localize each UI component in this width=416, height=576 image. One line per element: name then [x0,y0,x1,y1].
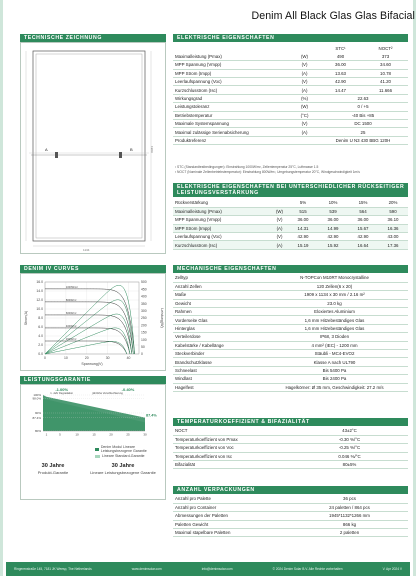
mechanical-row [173,341,408,349]
mechanical-row [173,358,408,366]
row-value: 23.0 kg [261,299,408,307]
row-unit: (A) [271,224,288,232]
warranty-product [33,463,73,475]
temperature-row [173,452,408,460]
section-electrical-bifacial: ELEKTRISCHE EIGENSCHAFTEN BEI UNTERSCHIEDLICHER RÜCKSEITIGER LEISTUNGSVERSTÄRKUNG [173,183,408,197]
y-tick-label: 4.0 [38,334,43,339]
row-label: Maximal stapelbare Paletten [173,529,291,537]
row-label: Leerlaufspannung (Voc) [173,78,291,86]
footer-version: V. Apr 2024 V [382,567,402,571]
warranty-linear [83,463,163,475]
row-label: NOCT [173,427,291,435]
row-value: 1,6 mm Hitzebeständiges Glas [261,316,408,324]
mechanical-row [173,383,408,391]
yearly-label: jährliche Verschlechterung [92,392,123,395]
row-label: Maximalleistung (Pmax) [173,52,291,60]
first-year-drop: -1.00% [55,387,69,392]
x-tick-label: 0 [44,356,46,360]
row-value: 42.90 [318,233,348,241]
x-tick-label: 25 [126,432,130,437]
temperature-table [173,427,408,469]
y2-tick-label: 0 [141,352,143,357]
row-label: Kurzschlusstrom (Isc) [173,86,291,94]
header-percent: 5% [288,199,318,207]
row-value: 1945*1132*1266 mm [291,512,408,520]
row-value: 1909 x 1134 x 30 mm / 2.16 m² [261,291,408,299]
electrical-row [173,120,408,128]
row-stc-value: 36.00 [318,61,363,69]
packaging-row [173,495,408,503]
row-unit: (A) [291,69,318,77]
row-stc-value: 490 [318,52,363,60]
y2-tick-label: 200 [141,323,147,328]
page-footer [6,562,410,576]
row-value: 25 [318,128,408,136]
row-label: Windlast [173,375,261,383]
row-value: 564 [348,207,378,215]
row-label: Anzahl pro Container [173,503,291,511]
legend-swatch [95,455,100,458]
section-technical-drawing: TECHNISCHE ZEICHNUNG [20,34,166,42]
row-label: Maximale Systemspannung [173,120,291,128]
header-label: Rückverstärkung [173,199,288,207]
mechanical-row [173,316,408,324]
row-label: Temperaturkoeffizient von Isc [173,452,291,460]
row-noct-value: 11.666 [363,86,408,94]
y2-tick-label: 250 [141,316,147,321]
row-label: Hagelfest [173,383,261,391]
col-stc: STC¹ [335,45,346,51]
x-tick-label: 10 [75,432,79,437]
electrical-row [173,52,408,60]
section-warranty: LEISTUNGSGARANTIE [20,376,166,384]
y2-tick-label: 500 [141,280,147,285]
row-value: -40 Bis +85 [318,111,408,119]
footer-copyright: © 2024 Denim Solar B.V. Alle Rechte vorbehalten [272,567,343,571]
row-label: MPP Spannung (Vmpp) [173,61,291,69]
y-tick-label: 87.4% [32,415,41,420]
section-iv-curves: DENIM IV CURVES [20,265,166,273]
product-warranty-label: Produkt-Garantie [37,470,69,475]
mechanical-row [173,350,408,358]
row-unit: (W) [271,207,288,215]
row-label: MPP Spannung (Vmpp) [173,216,271,224]
row-value: Hagelkörner: Ø 35 mm, Geschwindigkeit: 27.2 m/s [261,383,408,391]
drawing-label-a: A [45,147,48,152]
series-label: 1000W/m² [65,285,78,289]
row-value: -0.25 %/°C [291,444,408,452]
row-label: Verteilerdose [173,333,261,341]
row-value: Bis 2400 Pa [261,375,408,383]
mechanical-row [173,324,408,332]
packaging-row [173,512,408,520]
mechanical-table [173,274,408,392]
y-tick-label: 16.0 [36,280,43,285]
legend-swatch [95,448,99,451]
packaging-table [173,495,408,537]
bifacial-table [173,199,408,250]
product-warranty-years: 30 Jahre [41,463,65,469]
row-label: Maximalleistung (Pmax) [173,207,271,215]
row-value: 16.36 [378,224,408,232]
row-label: Temperaturkoeffizient von Pmax [173,435,291,443]
y-tick-label: 12.0 [36,298,43,303]
legend-item-standard [95,454,163,458]
header-percent: 15% [348,199,378,207]
legend-item-denim [95,445,163,453]
row-noct-value: 41.20 [363,78,408,86]
bifacial-row [173,224,408,232]
y-tick-label: 100% [33,393,41,398]
row-value: 590 [378,207,408,215]
row-label: Hinterglas [173,324,261,332]
row-unit: (A) [271,241,288,249]
electrical-row [173,103,408,111]
col-noct: NOCT² [378,45,393,51]
row-label: Vorderseite Glas [173,316,261,324]
electrical-row [173,111,408,119]
x-tick-label: 20 [84,356,89,360]
temperature-row [173,444,408,452]
current-curve [45,341,127,354]
row-value: Denim U N3 430 BBG 120H [318,136,408,144]
row-value: Bis 5400 Pa [261,366,408,374]
row-unit: (W) [291,103,318,111]
warranty-chart [21,385,167,445]
header-percent: 10% [318,199,348,207]
row-noct-value: 10.78 [363,69,408,77]
legend-label: Lineare Standard-Garantie [102,454,145,458]
electrical-header-row [173,44,408,52]
bifacial-row [173,207,408,215]
row-label: Temperaturkoeffizient von Voc [173,444,291,452]
electrical-row [173,94,408,102]
row-unit: (W) [291,52,318,60]
row-unit: (V) [271,233,288,241]
row-value: N-TOPCon M10RT Monocrystalline [261,274,408,282]
row-value: 17.36 [378,241,408,249]
technical-drawing [21,43,167,255]
temperature-row [173,435,408,443]
row-value: Stäubli - MC4-EVO2 [261,350,408,358]
y2-axis-label: Leistung(W) [160,308,164,328]
drawing-label-b: B [130,147,133,152]
yearly-drop: -0.40% [121,387,135,392]
x-tick-label: 30 [105,356,110,360]
temperature-row [173,461,408,469]
x-tick-label: 20 [109,432,113,437]
row-label: Steckverbinder [173,350,261,358]
packaging-row [173,529,408,537]
row-value: 24 paletten / 864 pcs [291,503,408,511]
row-value: 42.90 [348,233,378,241]
row-value: 0 / +5 [318,103,408,111]
row-label: Wirkungsgrad [173,94,291,102]
mechanical-row [173,308,408,316]
row-noct-value: 34.60 [363,61,408,69]
row-label: Anzahl pro Palette [173,495,291,503]
footer-address: Ringerenstraße 145, 7181 JK Weesp, The Netherlands [14,567,92,571]
bifacial-row [173,216,408,224]
row-label: Bifazialität [173,461,291,469]
row-value: 80±5% [291,461,408,469]
row-label: Maße [173,291,261,299]
row-value: 515 [288,207,318,215]
row-label: MPP Strom (Impp) [173,69,291,77]
note-noct: ² NOCT (Nominale Zellenbetriebstemperatur): Einstrahlung 800W/m², Umgebungstemperatur 20°C, Windgeschwindigkeit 1m/s [175,169,360,174]
row-unit: (V) [291,120,318,128]
first-year-label: 1. Jahr Degradation [50,392,74,395]
footer-email[interactable]: info@denimsolar.com [201,567,233,571]
row-value: 36 pcs [291,495,408,503]
note-stc: ¹ STC (Standardtestbedingungen): Einstrahlung 1000W/m², Zellentemperatur 25°C, Luftmasse 1.5 [175,165,319,169]
y-tick-label: 98.0% [32,396,41,401]
power-curve [45,314,132,354]
section-packaging: ANZAHL VERPACKUNGEN [173,486,408,494]
y-tick-label: 2.0 [38,343,43,348]
series-label: 800W/m² [65,298,77,302]
section-temperature: TEMPERATURKOEFFIZIENT & BIFAZIALITÄT [173,418,408,426]
row-value: 36.00 [318,216,348,224]
row-value: 43±2°C [291,427,408,435]
electrical-row [173,61,408,69]
header-percent: 20% [378,199,408,207]
electrical-notes [175,165,408,174]
svg-text:1134: 1134 [83,248,90,252]
technical-drawing-panel [20,42,166,254]
row-unit: (A) [291,128,318,136]
row-value: 15.19 [288,241,318,249]
mechanical-row [173,333,408,341]
row-unit: (%) [291,94,318,102]
row-label: Maximal zulässige Serienabsicherung [173,128,291,136]
row-stc-value: 42.90 [318,78,363,86]
row-value: 4 mm² (IEC) - 1200 mm [261,341,408,349]
x-tick-label: 15 [92,432,96,437]
row-value: 14.31 [288,224,318,232]
y-axis-label: Strom(A) [24,310,28,326]
electrical-table [173,44,408,145]
mechanical-row [173,282,408,290]
row-value: 0.046 %/°C [291,452,408,460]
row-value: 36.00 [348,216,378,224]
electrical-row [173,128,408,136]
electrical-row [173,86,408,94]
row-label: MPP Strom (Impp) [173,224,271,232]
row-label: Leistungstoleranz [173,103,291,111]
row-label: Kabelstärke / Kabellänge [173,341,261,349]
temperature-row [173,427,408,435]
current-curve [45,315,132,354]
row-label: Abmessungen der Paletten [173,512,291,520]
row-value: 539 [318,207,348,215]
mechanical-row [173,375,408,383]
row-label: Rahmen [173,308,261,316]
series-label: 600W/m² [65,311,77,315]
row-value: 15.67 [348,224,378,232]
row-value: 866 kg [291,520,408,528]
mechanical-row [173,366,408,374]
y2-tick-label: 350 [141,301,147,306]
x-tick-label: 30 [143,432,147,437]
row-value: 120 Zellen(6 x 20) [261,282,408,290]
row-label: Brandschutzklasse [173,358,261,366]
bifacial-row [173,241,408,249]
y-tick-label: 90% [34,411,41,416]
row-label: Schneelast [173,366,261,374]
y2-tick-label: 150 [141,330,147,335]
row-value: 36.00 [288,216,318,224]
row-value: 14.99 [318,224,348,232]
page-title: Denim All Black Glas Glas Bifacial [251,10,415,22]
row-unit: (V) [291,78,318,86]
x-tick-label: 1 [45,432,48,437]
row-value: DC 1500 [318,120,408,128]
iv-curve-chart [21,274,167,372]
row-value: 43.00 [378,233,408,241]
x-tick-label: 5 [59,432,61,437]
row-label: Leerlaufspannung (Voc) [173,233,271,241]
row-value: 22.63 [318,94,408,102]
y-tick-label: 8.0 [38,316,43,321]
y2-tick-label: 400 [141,294,147,299]
legend-label: Denim Modul Lineare Leistungsbezogene Garantie [100,445,147,453]
y2-tick-label: 300 [141,309,147,313]
row-unit: (°C) [291,111,318,119]
y-tick-label: 14.0 [36,289,43,294]
packaging-row [173,503,408,511]
warranty-panel [20,384,166,500]
y-tick-label: 6.0 [38,325,43,330]
mechanical-row [173,291,408,299]
row-label: Kurzschlusstrom (Isc) [173,241,271,249]
svg-text:1909: 1909 [150,146,154,153]
bifacial-header-row [173,199,408,207]
row-value: 42.90 [288,233,318,241]
electrical-row [173,136,408,144]
row-value: IP68, 3 Dioden [261,333,408,341]
y-tick-label: 10.0 [36,307,43,312]
row-label: Produktreferenz [173,136,291,144]
row-value: -0.30 %/°C [291,435,408,443]
row-stc-value: 14.47 [318,86,363,94]
linear-warranty-label: Lineare Leistungsbezogene Garantie [90,470,156,475]
row-value: 1,6 mm Hitzebeständiges Glas [261,324,408,332]
row-unit [291,136,318,144]
section-electrical: ELEKTRISCHE EIGENSCHAFTEN [173,34,408,42]
row-value: 36.10 [378,216,408,224]
bifacial-row [173,233,408,241]
iv-curves-panel [20,273,166,371]
row-unit: (A) [291,86,318,94]
x-axis-label: Spannung(V) [81,362,103,366]
section-mechanical: MECHANISCHE EIGENSCHAFTEN [173,265,408,273]
row-value: 15.92 [318,241,348,249]
row-label: Paletten Gewicht [173,520,291,528]
power-curve [45,341,127,354]
row-unit: (V) [271,216,288,224]
x-tick-label: 10 [63,356,68,360]
row-value: 2 paletten [291,529,408,537]
linear-warranty-years: 30 Jahre [111,463,135,469]
row-noct-value: 373 [363,52,408,60]
mechanical-row [173,274,408,282]
row-value: 16.64 [348,241,378,249]
end-value-label: 87.4% [146,413,157,418]
series-label: 200W/m² [65,337,77,341]
y2-tick-label: 50 [141,345,145,349]
x-tick-label: 40 [126,356,131,360]
row-unit: (V) [291,61,318,69]
warranty-legend [25,445,163,458]
row-value: Eloxiertes Aluminium [261,308,408,316]
electrical-row [173,69,408,77]
row-stc-value: 13.63 [318,69,363,77]
footer-website[interactable]: www.denimsolar.com [131,567,162,571]
series-label: 400W/m² [65,324,77,328]
mechanical-row [173,299,408,307]
row-value: Klasse A nach UL790 [261,358,408,366]
electrical-row [173,78,408,86]
y2-tick-label: 450 [141,287,147,292]
y-tick-label: 0.0 [38,352,43,357]
row-label: Gewicht [173,299,261,307]
row-label: Betriebstemperatur [173,111,291,119]
row-label: Zelltyp [173,274,261,282]
packaging-row [173,520,408,528]
row-label: Anzahl Zellen [173,282,261,290]
y-tick-label: 80% [34,429,41,434]
y2-tick-label: 100 [141,337,147,342]
